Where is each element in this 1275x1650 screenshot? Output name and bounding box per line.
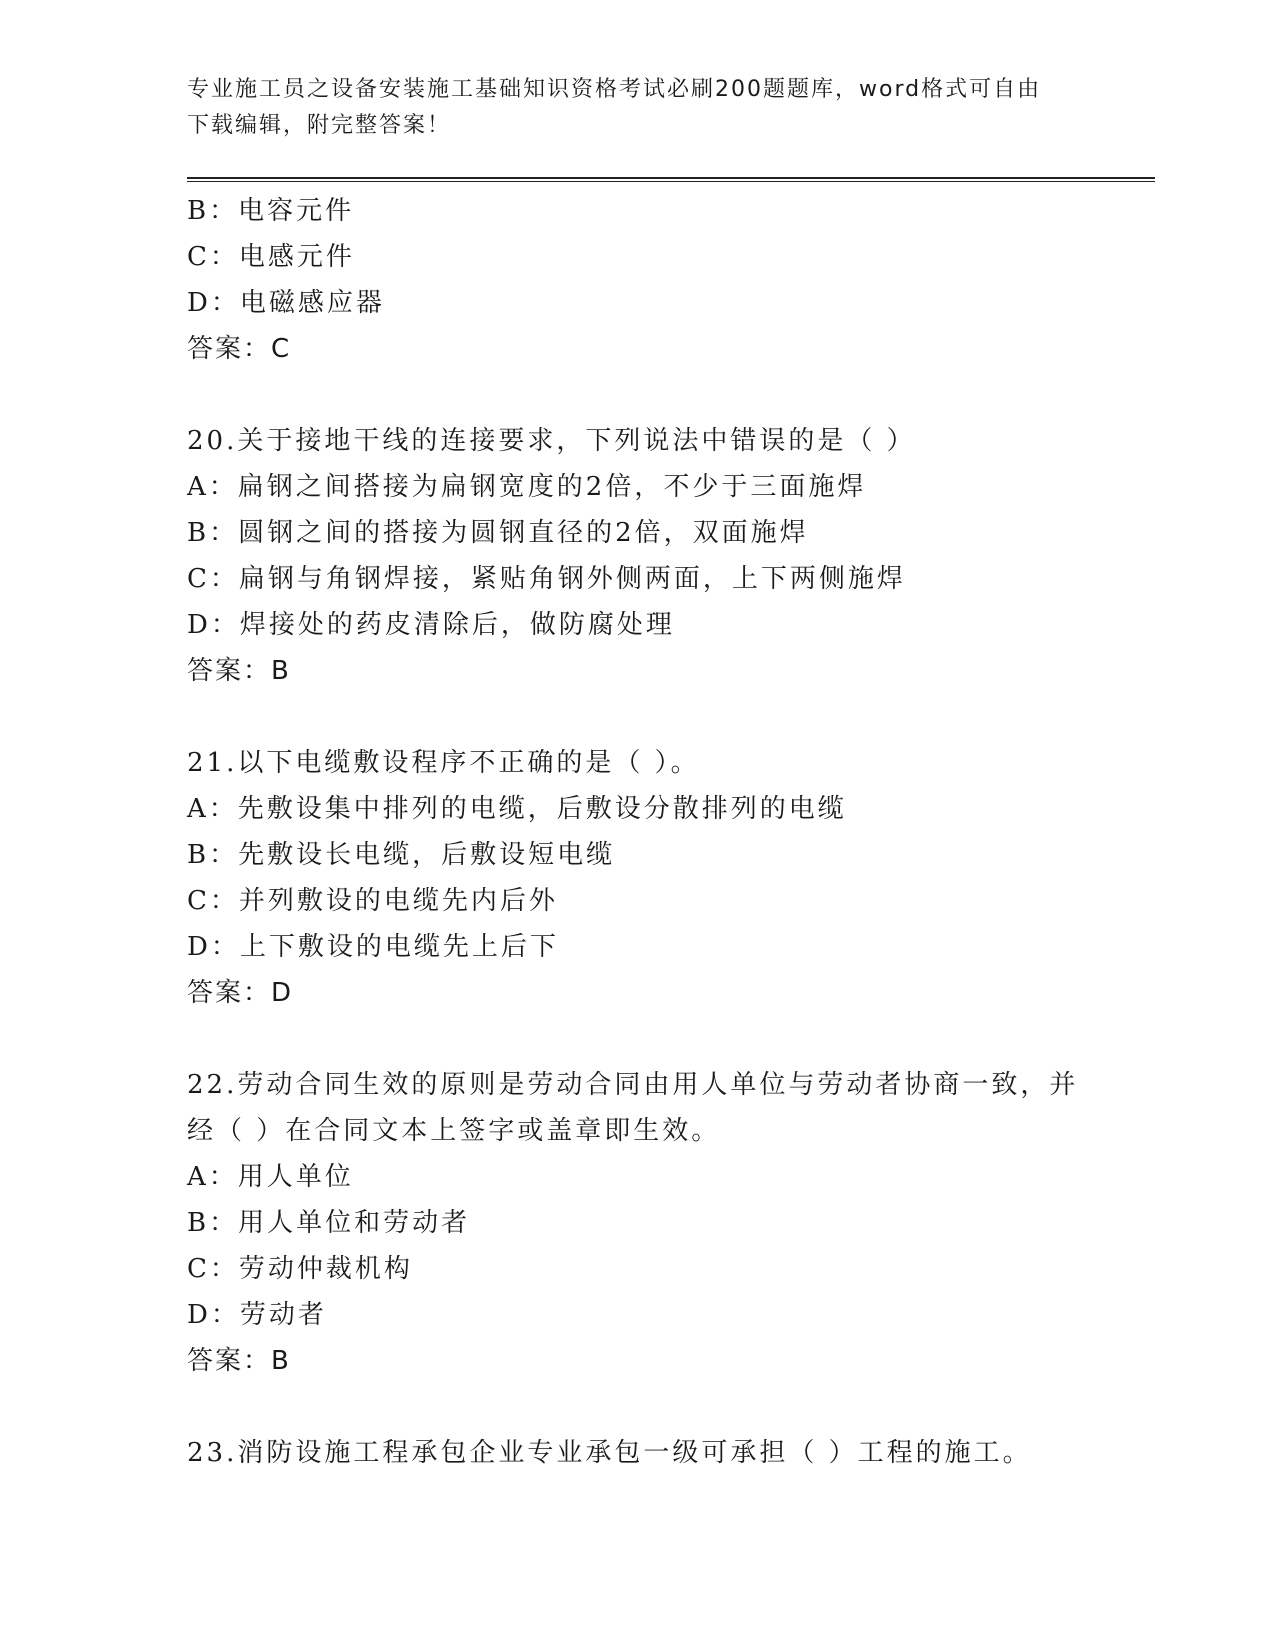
option-b: B：先敷设长电缆，后敷设短电缆 [187,840,616,870]
spacer [187,1016,1087,1062]
question-stem-line-1: 22.劳动合同生效的原则是劳动合同由用人单位与劳动者协商一致，并 [187,1070,1079,1100]
spacer [187,694,1087,740]
document-body [187,188,1087,1476]
answer: 答案：B [187,1346,291,1376]
header-line-1: 专业施工员之设备安装施工基础知识资格考试必刷200题题库，word格式可自由 [187,77,1042,102]
answer: 答案：D [187,978,294,1008]
option-d: D：上下敷设的电缆先上后下 [187,932,559,962]
header-divider [187,177,1155,182]
header-line-2: 下载编辑，附完整答案！ [187,113,452,138]
option-a: A：先敷设集中排列的电缆，后敷设分散排列的电缆 [187,794,847,824]
option-d: D：电磁感应器 [187,288,385,318]
question-stem: 20.关于接地干线的连接要求，下列说法中错误的是（ ） [187,426,916,456]
answer: 答案：B [187,656,291,686]
spacer [187,1384,1087,1430]
option-c: C：劳动仲裁机构 [187,1254,413,1284]
question-19-tail [187,188,1087,372]
question-23 [187,1430,1087,1476]
answer: 答案：C [187,334,292,364]
option-b: B：圆钢之间的搭接为圆钢直径的2倍，双面施焊 [187,518,809,548]
question-stem: 21.以下电缆敷设程序不正确的是（ ）。 [187,748,700,778]
question-22 [187,1062,1087,1384]
question-20 [187,418,1087,694]
page-header [187,72,1087,144]
question-21 [187,740,1087,1016]
option-a: A：扁钢之间搭接为扁钢宽度的2倍，不少于三面施焊 [187,472,867,502]
spacer [187,372,1087,418]
option-c: C：并列敷设的电缆先内后外 [187,886,558,916]
question-stem-line-2: 经（ ）在合同文本上签字或盖章即生效。 [187,1116,721,1146]
option-c: C：电感元件 [187,242,355,272]
question-stem: 23.消防设施工程承包企业专业承包一级可承担（ ）工程的施工。 [187,1438,1032,1468]
option-d: D：劳动者 [187,1300,327,1330]
option-a: A：用人单位 [187,1162,354,1192]
option-b: B：电容元件 [187,196,355,226]
option-c: C：扁钢与角钢焊接，紧贴角钢外侧两面，上下两侧施焊 [187,564,906,594]
option-d: D：焊接处的药皮清除后，做防腐处理 [187,610,675,640]
option-b: B：用人单位和劳动者 [187,1208,471,1238]
